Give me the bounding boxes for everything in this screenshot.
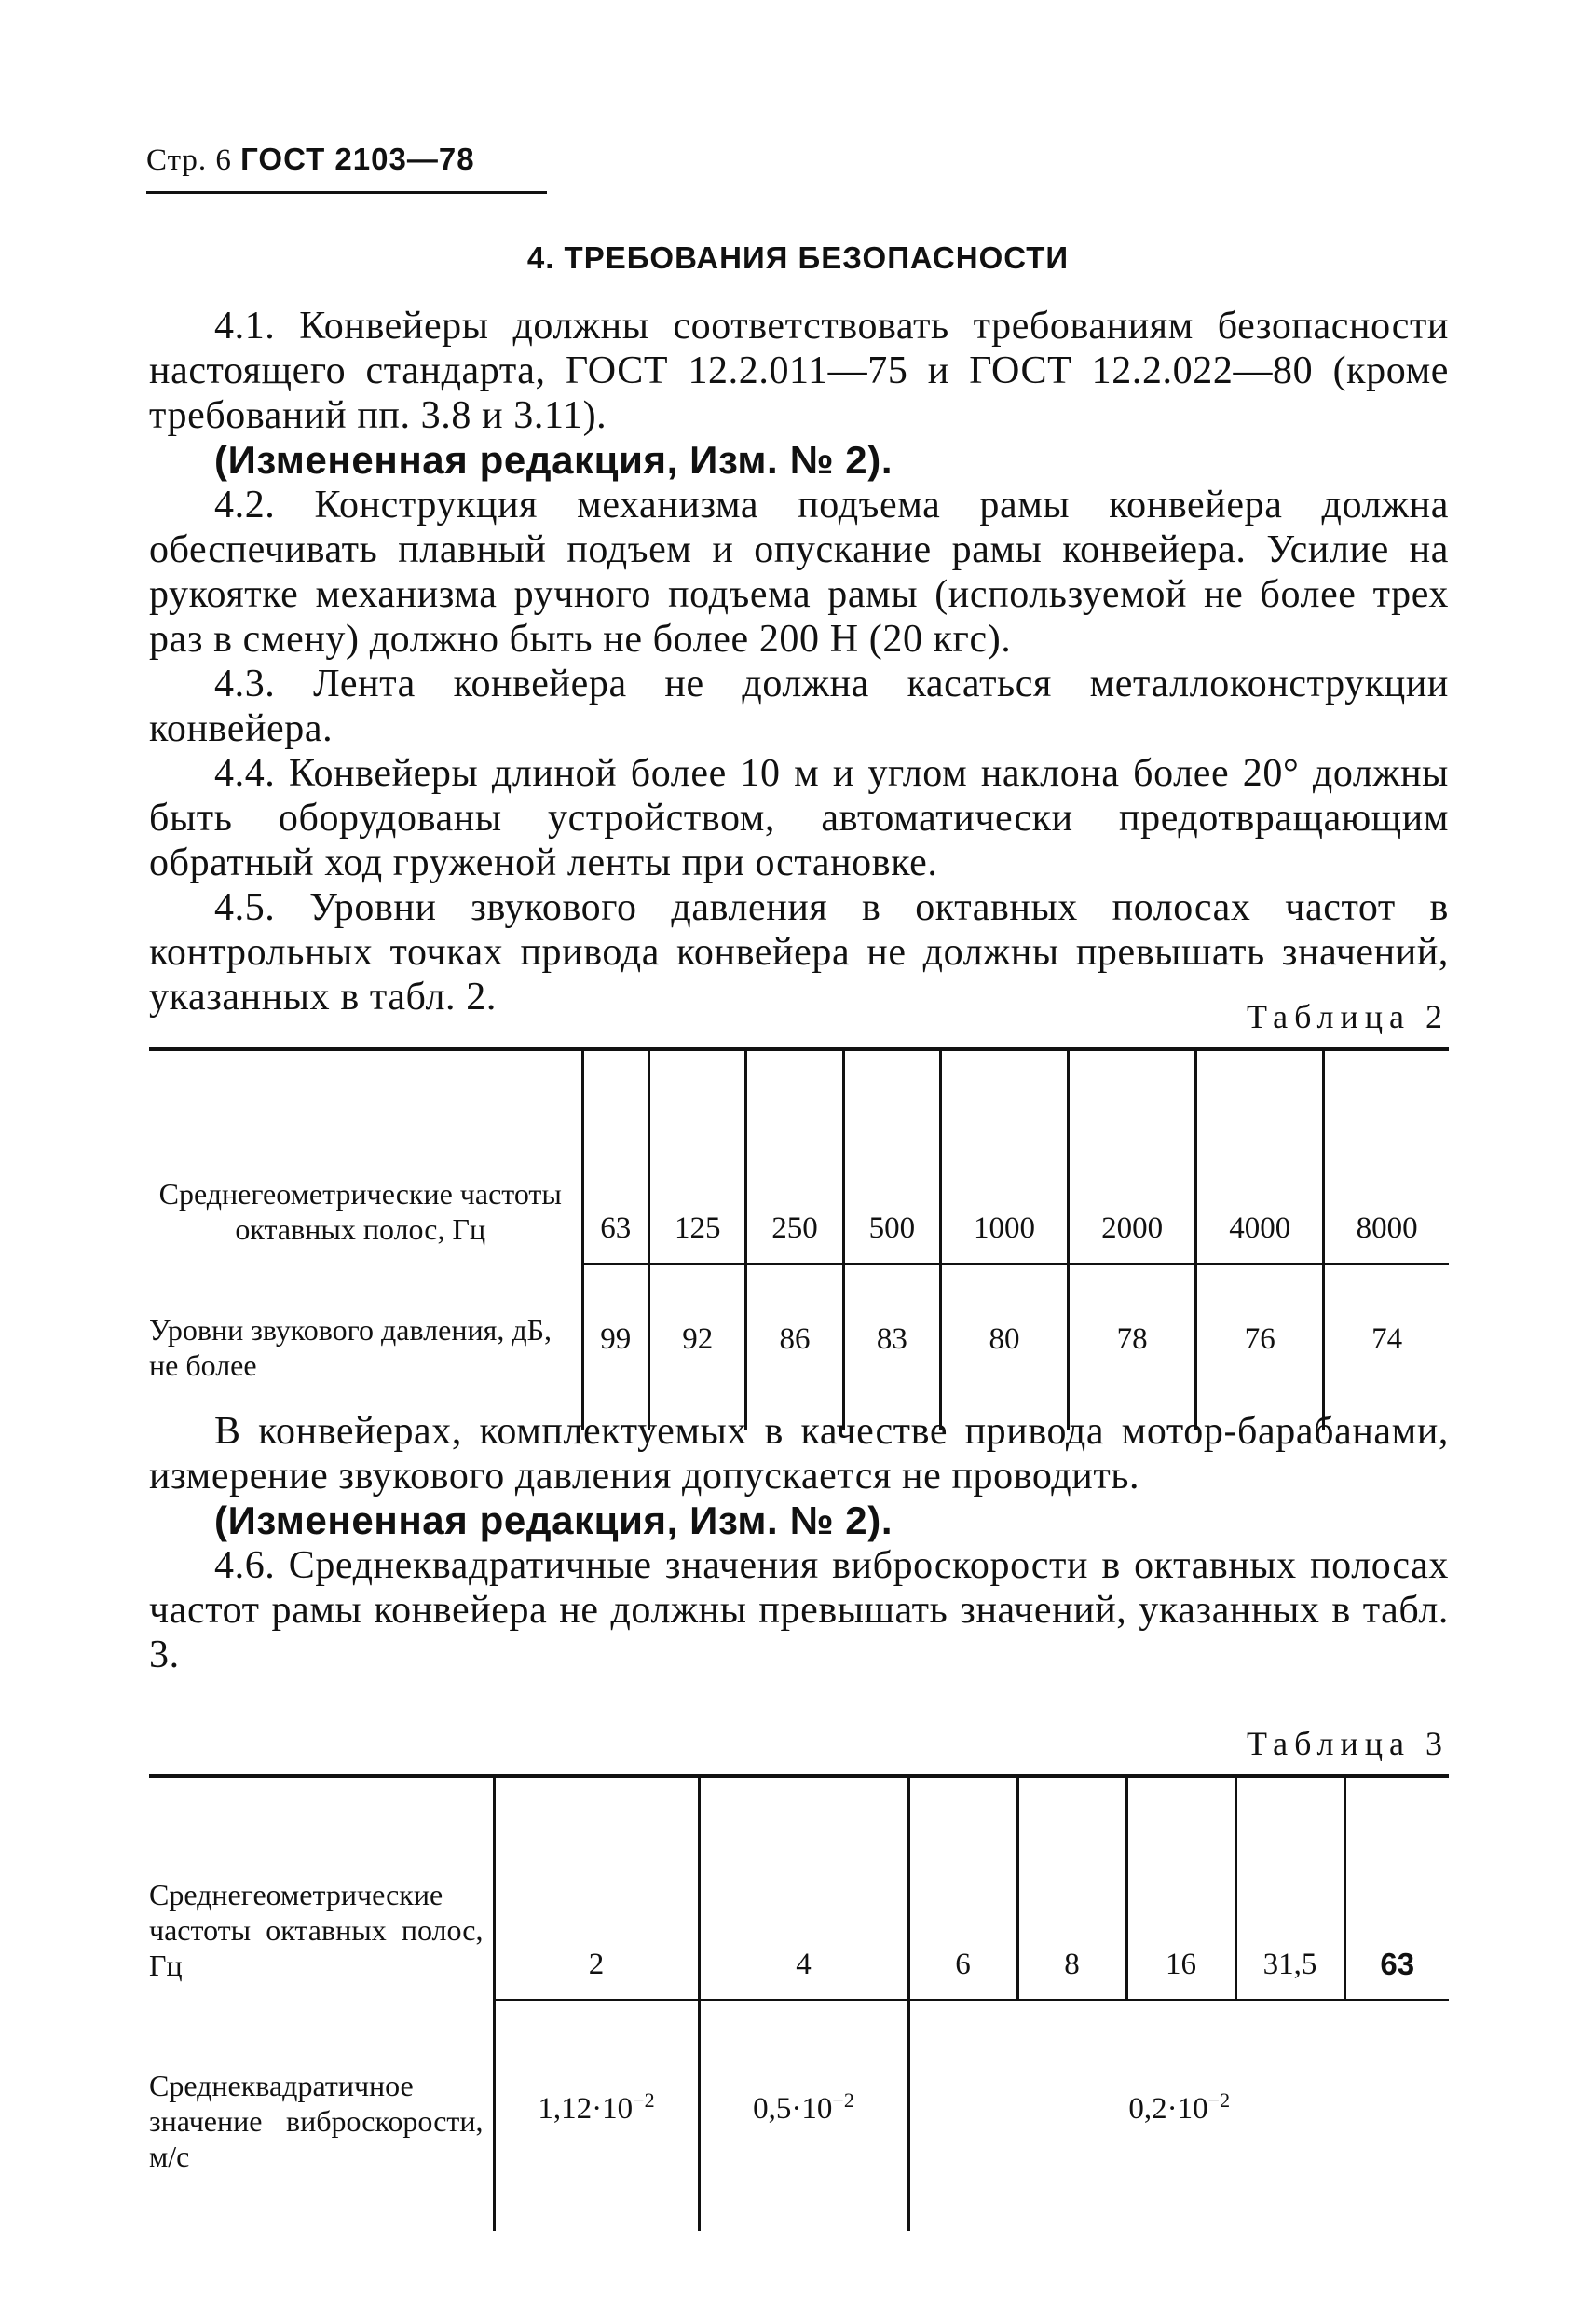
table2-frequency-cell: 2000 (1069, 1049, 1196, 1264)
table3-vibration-row (149, 2000, 1449, 2231)
paragraphs-before-table3 (149, 1409, 1449, 1677)
table2-level-cell: 99 (582, 1264, 649, 1430)
standard-number: ГОСТ 2103—78 (240, 142, 475, 176)
table3-frequency-cell: 16 (1126, 1776, 1235, 2000)
table2-caption: Таблица 2 (1247, 998, 1449, 1035)
table2-frequency-cell: 125 (649, 1049, 746, 1264)
paragraph-4-2: 4.2. Конструкция механизма подъема рамы конвейера должна обеспечивать плавный подъем и опускание рамы конвейера. Усилие на рукоятке механизма ручного подъема рамы (используемой не более трех раз в смену) должно быть не более 200 Н (20 кгс). (149, 484, 1449, 661)
table3-frequency-cell: 31,5 (1235, 1776, 1344, 2000)
table2-level-cell: 76 (1196, 1264, 1324, 1430)
vibration-value: 0,2·10 (1128, 2092, 1208, 2126)
paragraph-4-5: 4.5. Уровни звукового давления в октавных полосах частот в контрольных точках привода конвейера не должны превышать значений, указанных в табл. 2. (149, 886, 1449, 1019)
paragraph-4-3: 4.3. Лента конвейера не должна касаться металлоконструкции конвейера. (149, 663, 1449, 750)
table3-frequency-row (149, 1776, 1449, 2000)
table3-frequency-cell: 8 (1017, 1776, 1126, 2000)
amendment-note: (Измененная редакция, Изм. № 2). (214, 1498, 893, 1542)
table2-level-cell: 83 (843, 1264, 940, 1430)
table2-frequency-cell: 500 (843, 1049, 940, 1264)
table3-vibration-cell (908, 2000, 1449, 2231)
table3-frequency-cell: 6 (908, 1776, 1017, 2000)
table3-frequency-cell: 63 (1344, 1776, 1449, 2000)
page-number: Стр. 6 (146, 144, 232, 177)
table3-frequency-label: Среднегеометрические частоты октавных полос, Гц (149, 1878, 484, 1982)
table3-frequency-cell: 4 (699, 1776, 908, 2000)
paragraph-4-1: 4.1. Конвейеры должны соответствовать требованиям безопасности настоящего стандарта, ГОСТ 12.2.011—75 и ГОСТ 12.2.022—80 (кроме требований пп. 3.8 и 3.11). (149, 305, 1449, 437)
table2-frequency-cell: 250 (746, 1049, 843, 1264)
vibration-exponent: −2 (633, 2088, 655, 2112)
table2-level-row (149, 1264, 1449, 1430)
table2-frequency-cell: 4000 (1196, 1049, 1324, 1264)
paragraphs-before-table2 (149, 304, 1449, 1019)
paragraph-4-6: 4.6. Среднеквадратичные значения виброскорости в октавных полосах частот рамы конвейера не должны превышать значений, указанных в табл. 3. (149, 1544, 1449, 1676)
table2-level-cell: 74 (1324, 1264, 1449, 1430)
vibration-value: 1,12·10 (538, 2092, 634, 2126)
table3-vibration-cell (699, 2000, 908, 2231)
page-header (146, 142, 547, 194)
table3-frequency-cell: 2 (494, 1776, 699, 2000)
table-3 (149, 1774, 1449, 2231)
vibration-exponent: −2 (832, 2088, 854, 2112)
vibration-value: 0,5·10 (753, 2092, 833, 2126)
table2-frequency-cell: 8000 (1324, 1049, 1449, 1264)
table2-level-cell: 86 (746, 1264, 843, 1430)
table2-frequency-label: Среднегеометрические частоты октавных полос, Гц (158, 1177, 562, 1246)
table2-frequency-row (149, 1049, 1449, 1264)
vibration-exponent: −2 (1207, 2088, 1231, 2112)
table2-level-cell: 80 (940, 1264, 1068, 1430)
table2-frequency-cell: 63 (582, 1049, 649, 1264)
table3-vibration-label: Среднеквадратичное значение виброскорости, м/с (149, 2069, 484, 2173)
table2-frequency-cell: 1000 (940, 1049, 1068, 1264)
paragraph-4-5-note: В конвейерах, комплектуемых в качестве привода мотор-барабанами, измерение звукового давления допускается не проводить. (149, 1410, 1449, 1498)
amendment-note: (Измененная редакция, Изм. № 2). (214, 438, 893, 482)
table3-vibration-cell (494, 2000, 699, 2231)
table2-level-label: Уровни звукового давления, дБ, не более (149, 1312, 552, 1382)
paragraph-4-4: 4.4. Конвейеры длиной более 10 м и углом наклона более 20° должны быть оборудованы устройством, автоматически предотвращающим обратный ход груженой ленты при остановке. (149, 752, 1449, 884)
table3-caption: Таблица 3 (1247, 1725, 1449, 1762)
table2-level-cell: 92 (649, 1264, 746, 1430)
table2-level-cell: 78 (1069, 1264, 1196, 1430)
table-2 (149, 1047, 1449, 1430)
section-title: 4. ТРЕБОВАНИЯ БЕЗОПАСНОСТИ (526, 240, 1070, 275)
